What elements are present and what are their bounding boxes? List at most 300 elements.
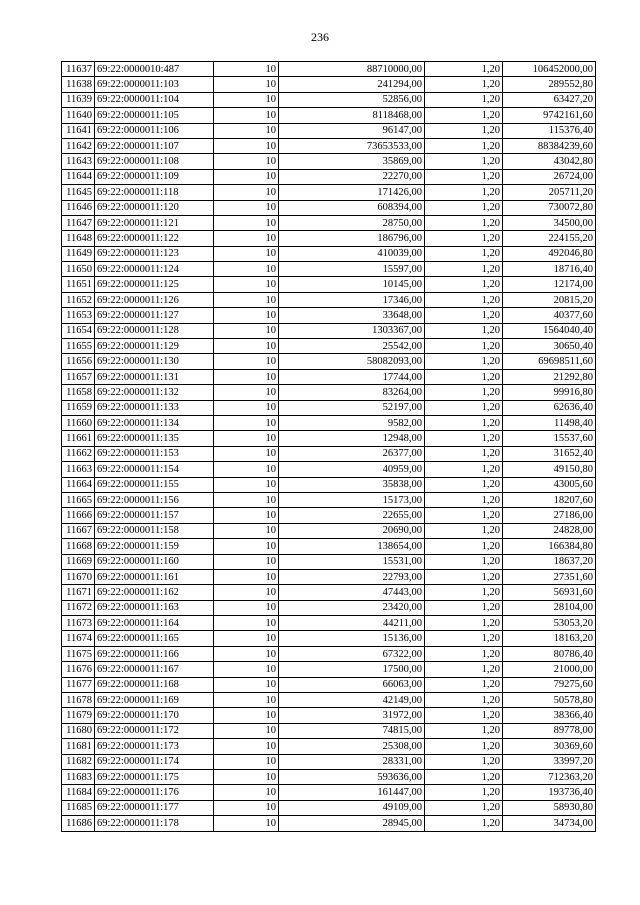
total-cell: 89778,00 xyxy=(503,723,596,738)
category-cell: 10 xyxy=(214,492,279,507)
row-number-cell: 11653 xyxy=(62,308,95,323)
table-row xyxy=(62,138,596,153)
coefficient-cell: 1,20 xyxy=(425,785,503,800)
table-row xyxy=(62,200,596,215)
total-cell: 40377,60 xyxy=(503,308,596,323)
row-number-cell: 11677 xyxy=(62,677,95,692)
total-cell: 63427,20 xyxy=(503,92,596,107)
coefficient-cell: 1,20 xyxy=(425,385,503,400)
row-number-cell: 11671 xyxy=(62,585,95,600)
cadastral-number-cell: 69:22:0000011:106 xyxy=(95,123,214,138)
row-number-cell: 11645 xyxy=(62,185,95,200)
total-cell: 18163,20 xyxy=(503,631,596,646)
total-cell: 1564040,40 xyxy=(503,323,596,338)
category-cell: 10 xyxy=(214,800,279,815)
category-cell: 10 xyxy=(214,215,279,230)
category-cell: 10 xyxy=(214,693,279,708)
category-cell: 10 xyxy=(214,662,279,677)
cadastral-number-cell: 69:22:0000011:157 xyxy=(95,508,214,523)
value-cell: 22793,00 xyxy=(279,569,425,584)
row-number-cell: 11668 xyxy=(62,539,95,554)
total-cell: 18207,60 xyxy=(503,492,596,507)
category-cell: 10 xyxy=(214,415,279,430)
total-cell: 18716,40 xyxy=(503,262,596,277)
value-cell: 25542,00 xyxy=(279,339,425,354)
cadastral-number-cell: 69:22:0000011:128 xyxy=(95,323,214,338)
row-number-cell: 11661 xyxy=(62,431,95,446)
total-cell: 193736,40 xyxy=(503,785,596,800)
cadastral-number-cell: 69:22:0000011:177 xyxy=(95,800,214,815)
total-cell: 26724,00 xyxy=(503,169,596,184)
row-number-cell: 11648 xyxy=(62,231,95,246)
row-number-cell: 11651 xyxy=(62,277,95,292)
value-cell: 35869,00 xyxy=(279,154,425,169)
category-cell: 10 xyxy=(214,585,279,600)
table-row xyxy=(62,323,596,338)
cadastral-number-cell: 69:22:0000011:156 xyxy=(95,492,214,507)
total-cell: 88384239,60 xyxy=(503,138,596,153)
row-number-cell: 11652 xyxy=(62,292,95,307)
cadastral-number-cell: 69:22:0000011:118 xyxy=(95,185,214,200)
category-cell: 10 xyxy=(214,477,279,492)
coefficient-cell: 1,20 xyxy=(425,231,503,246)
table-row xyxy=(62,62,596,77)
row-number-cell: 11662 xyxy=(62,446,95,461)
cadastral-number-cell: 69:22:0000011:154 xyxy=(95,462,214,477)
total-cell: 730072,80 xyxy=(503,200,596,215)
coefficient-cell: 1,20 xyxy=(425,769,503,784)
coefficient-cell: 1,20 xyxy=(425,739,503,754)
value-cell: 410039,00 xyxy=(279,246,425,261)
coefficient-cell: 1,20 xyxy=(425,539,503,554)
total-cell: 28104,00 xyxy=(503,600,596,615)
row-number-cell: 11657 xyxy=(62,369,95,384)
table-row xyxy=(62,431,596,446)
value-cell: 88710000,00 xyxy=(279,62,425,77)
coefficient-cell: 1,20 xyxy=(425,646,503,661)
value-cell: 20690,00 xyxy=(279,523,425,538)
table-row xyxy=(62,600,596,615)
table-row xyxy=(62,246,596,261)
value-cell: 12948,00 xyxy=(279,431,425,446)
cadastral-number-cell: 69:22:0000011:176 xyxy=(95,785,214,800)
row-number-cell: 11654 xyxy=(62,323,95,338)
value-cell: 1303367,00 xyxy=(279,323,425,338)
total-cell: 99916,80 xyxy=(503,385,596,400)
total-cell: 30650,40 xyxy=(503,339,596,354)
value-cell: 49109,00 xyxy=(279,800,425,815)
coefficient-cell: 1,20 xyxy=(425,62,503,77)
row-number-cell: 11684 xyxy=(62,785,95,800)
table-row xyxy=(62,231,596,246)
value-cell: 52856,00 xyxy=(279,92,425,107)
value-cell: 52197,00 xyxy=(279,400,425,415)
table-row xyxy=(62,693,596,708)
value-cell: 33648,00 xyxy=(279,308,425,323)
table-row xyxy=(62,662,596,677)
total-cell: 34500,00 xyxy=(503,215,596,230)
row-number-cell: 11670 xyxy=(62,569,95,584)
value-cell: 171426,00 xyxy=(279,185,425,200)
cadastral-number-cell: 69:22:0000011:162 xyxy=(95,585,214,600)
category-cell: 10 xyxy=(214,308,279,323)
coefficient-cell: 1,20 xyxy=(425,616,503,631)
value-cell: 241294,00 xyxy=(279,77,425,92)
total-cell: 69698511,60 xyxy=(503,354,596,369)
category-cell: 10 xyxy=(214,431,279,446)
total-cell: 115376,40 xyxy=(503,123,596,138)
table-row xyxy=(62,677,596,692)
category-cell: 10 xyxy=(214,369,279,384)
total-cell: 49150,80 xyxy=(503,462,596,477)
coefficient-cell: 1,20 xyxy=(425,800,503,815)
cadastral-number-cell: 69:22:0000011:161 xyxy=(95,569,214,584)
table-row xyxy=(62,446,596,461)
value-cell: 22270,00 xyxy=(279,169,425,184)
category-cell: 10 xyxy=(214,123,279,138)
table-row xyxy=(62,554,596,569)
coefficient-cell: 1,20 xyxy=(425,354,503,369)
row-number-cell: 11643 xyxy=(62,154,95,169)
cadastral-number-cell: 69:22:0000011:173 xyxy=(95,739,214,754)
total-cell: 30369,60 xyxy=(503,739,596,754)
cadastral-number-cell: 69:22:0000011:105 xyxy=(95,108,214,123)
value-cell: 58082093,00 xyxy=(279,354,425,369)
value-cell: 96147,00 xyxy=(279,123,425,138)
coefficient-cell: 1,20 xyxy=(425,585,503,600)
value-cell: 40959,00 xyxy=(279,462,425,477)
cadastral-number-cell: 69:22:0000011:108 xyxy=(95,154,214,169)
row-number-cell: 11680 xyxy=(62,723,95,738)
category-cell: 10 xyxy=(214,138,279,153)
value-cell: 73653533,00 xyxy=(279,138,425,153)
total-cell: 712363,20 xyxy=(503,769,596,784)
row-number-cell: 11637 xyxy=(62,62,95,77)
cadastral-number-cell: 69:22:0000011:121 xyxy=(95,215,214,230)
total-cell: 12174,00 xyxy=(503,277,596,292)
cadastral-number-cell: 69:22:0000011:131 xyxy=(95,369,214,384)
category-cell: 10 xyxy=(214,816,279,831)
category-cell: 10 xyxy=(214,62,279,77)
table-row xyxy=(62,154,596,169)
category-cell: 10 xyxy=(214,154,279,169)
value-cell: 161447,00 xyxy=(279,785,425,800)
cadastral-number-cell: 69:22:0000011:153 xyxy=(95,446,214,461)
table-row xyxy=(62,339,596,354)
category-cell: 10 xyxy=(214,539,279,554)
coefficient-cell: 1,20 xyxy=(425,677,503,692)
cadastral-number-cell: 69:22:0000011:158 xyxy=(95,523,214,538)
category-cell: 10 xyxy=(214,646,279,661)
total-cell: 21292,80 xyxy=(503,369,596,384)
row-number-cell: 11639 xyxy=(62,92,95,107)
total-cell: 80786,40 xyxy=(503,646,596,661)
total-cell: 43005,60 xyxy=(503,477,596,492)
total-cell: 33997,20 xyxy=(503,754,596,769)
value-cell: 25308,00 xyxy=(279,739,425,754)
cadastral-number-cell: 69:22:0000010:487 xyxy=(95,62,214,77)
row-number-cell: 11638 xyxy=(62,77,95,92)
coefficient-cell: 1,20 xyxy=(425,138,503,153)
total-cell: 11498,40 xyxy=(503,415,596,430)
total-cell: 34734,00 xyxy=(503,816,596,831)
value-cell: 74815,00 xyxy=(279,723,425,738)
table-row xyxy=(62,800,596,815)
value-cell: 66063,00 xyxy=(279,677,425,692)
cadastral-number-cell: 69:22:0000011:134 xyxy=(95,415,214,430)
category-cell: 10 xyxy=(214,231,279,246)
coefficient-cell: 1,20 xyxy=(425,277,503,292)
cadastral-number-cell: 69:22:0000011:167 xyxy=(95,662,214,677)
table-row xyxy=(62,185,596,200)
page-number: 236 xyxy=(311,30,329,44)
cadastral-number-cell: 69:22:0000011:163 xyxy=(95,600,214,615)
total-cell: 166384,80 xyxy=(503,539,596,554)
value-cell: 28750,00 xyxy=(279,215,425,230)
table-row xyxy=(62,277,596,292)
row-number-cell: 11686 xyxy=(62,816,95,831)
coefficient-cell: 1,20 xyxy=(425,400,503,415)
category-cell: 10 xyxy=(214,246,279,261)
value-cell: 23420,00 xyxy=(279,600,425,615)
coefficient-cell: 1,20 xyxy=(425,462,503,477)
row-number-cell: 11640 xyxy=(62,108,95,123)
category-cell: 10 xyxy=(214,385,279,400)
table-row xyxy=(62,739,596,754)
total-cell: 31652,40 xyxy=(503,446,596,461)
row-number-cell: 11664 xyxy=(62,477,95,492)
row-number-cell: 11642 xyxy=(62,138,95,153)
category-cell: 10 xyxy=(214,785,279,800)
category-cell: 10 xyxy=(214,400,279,415)
row-number-cell: 11678 xyxy=(62,693,95,708)
table-row xyxy=(62,723,596,738)
category-cell: 10 xyxy=(214,169,279,184)
category-cell: 10 xyxy=(214,631,279,646)
table-row xyxy=(62,816,596,831)
total-cell: 56931,60 xyxy=(503,585,596,600)
cadastral-number-cell: 69:22:0000011:165 xyxy=(95,631,214,646)
coefficient-cell: 1,20 xyxy=(425,662,503,677)
total-cell: 20815,20 xyxy=(503,292,596,307)
category-cell: 10 xyxy=(214,569,279,584)
table-row xyxy=(62,785,596,800)
cadastral-number-cell: 69:22:0000011:125 xyxy=(95,277,214,292)
cadastral-number-cell: 69:22:0000011:104 xyxy=(95,92,214,107)
category-cell: 10 xyxy=(214,600,279,615)
value-cell: 15531,00 xyxy=(279,554,425,569)
coefficient-cell: 1,20 xyxy=(425,708,503,723)
total-cell: 9742161,60 xyxy=(503,108,596,123)
table-row xyxy=(62,77,596,92)
row-number-cell: 11656 xyxy=(62,354,95,369)
total-cell: 18637,20 xyxy=(503,554,596,569)
row-number-cell: 11659 xyxy=(62,400,95,415)
cadastral-number-cell: 69:22:0000011:132 xyxy=(95,385,214,400)
total-cell: 62636,40 xyxy=(503,400,596,415)
table-row xyxy=(62,369,596,384)
cadastral-number-cell: 69:22:0000011:126 xyxy=(95,292,214,307)
coefficient-cell: 1,20 xyxy=(425,754,503,769)
value-cell: 28331,00 xyxy=(279,754,425,769)
value-cell: 10145,00 xyxy=(279,277,425,292)
cadastral-number-cell: 69:22:0000011:120 xyxy=(95,200,214,215)
cadastral-number-cell: 69:22:0000011:107 xyxy=(95,138,214,153)
value-cell: 593636,00 xyxy=(279,769,425,784)
row-number-cell: 11649 xyxy=(62,246,95,261)
total-cell: 50578,80 xyxy=(503,693,596,708)
coefficient-cell: 1,20 xyxy=(425,77,503,92)
cadastral-number-cell: 69:22:0000011:172 xyxy=(95,723,214,738)
coefficient-cell: 1,20 xyxy=(425,492,503,507)
category-cell: 10 xyxy=(214,446,279,461)
cadastral-number-cell: 69:22:0000011:127 xyxy=(95,308,214,323)
category-cell: 10 xyxy=(214,462,279,477)
coefficient-cell: 1,20 xyxy=(425,108,503,123)
coefficient-cell: 1,20 xyxy=(425,631,503,646)
coefficient-cell: 1,20 xyxy=(425,415,503,430)
row-number-cell: 11672 xyxy=(62,600,95,615)
row-number-cell: 11650 xyxy=(62,262,95,277)
total-cell: 15537,60 xyxy=(503,431,596,446)
cadastral-number-cell: 69:22:0000011:123 xyxy=(95,246,214,261)
value-cell: 15597,00 xyxy=(279,262,425,277)
cadastral-number-cell: 69:22:0000011:168 xyxy=(95,677,214,692)
total-cell: 492046,80 xyxy=(503,246,596,261)
value-cell: 47443,00 xyxy=(279,585,425,600)
value-cell: 42149,00 xyxy=(279,693,425,708)
total-cell: 205711,20 xyxy=(503,185,596,200)
table-row xyxy=(62,631,596,646)
coefficient-cell: 1,20 xyxy=(425,600,503,615)
table-row xyxy=(62,92,596,107)
row-number-cell: 11679 xyxy=(62,708,95,723)
row-number-cell: 11683 xyxy=(62,769,95,784)
value-cell: 31972,00 xyxy=(279,708,425,723)
coefficient-cell: 1,20 xyxy=(425,169,503,184)
row-number-cell: 11655 xyxy=(62,339,95,354)
coefficient-cell: 1,20 xyxy=(425,292,503,307)
total-cell: 24828,00 xyxy=(503,523,596,538)
value-cell: 35838,00 xyxy=(279,477,425,492)
table-row xyxy=(62,292,596,307)
coefficient-cell: 1,20 xyxy=(425,816,503,831)
cadastral-number-cell: 69:22:0000011:169 xyxy=(95,693,214,708)
category-cell: 10 xyxy=(214,339,279,354)
category-cell: 10 xyxy=(214,262,279,277)
table-row xyxy=(62,215,596,230)
table-row xyxy=(62,769,596,784)
coefficient-cell: 1,20 xyxy=(425,200,503,215)
category-cell: 10 xyxy=(214,323,279,338)
table-row xyxy=(62,308,596,323)
row-number-cell: 11667 xyxy=(62,523,95,538)
coefficient-cell: 1,20 xyxy=(425,523,503,538)
table-row xyxy=(62,492,596,507)
value-cell: 15136,00 xyxy=(279,631,425,646)
row-number-cell: 11681 xyxy=(62,739,95,754)
row-number-cell: 11646 xyxy=(62,200,95,215)
total-cell: 27186,00 xyxy=(503,508,596,523)
value-cell: 186796,00 xyxy=(279,231,425,246)
table-row xyxy=(62,400,596,415)
coefficient-cell: 1,20 xyxy=(425,723,503,738)
table-row xyxy=(62,523,596,538)
cadastral-number-cell: 69:22:0000011:109 xyxy=(95,169,214,184)
value-cell: 44211,00 xyxy=(279,616,425,631)
value-cell: 26377,00 xyxy=(279,446,425,461)
row-number-cell: 11675 xyxy=(62,646,95,661)
category-cell: 10 xyxy=(214,354,279,369)
cadastral-number-cell: 69:22:0000011:164 xyxy=(95,616,214,631)
table-row xyxy=(62,616,596,631)
table-row xyxy=(62,385,596,400)
coefficient-cell: 1,20 xyxy=(425,262,503,277)
category-cell: 10 xyxy=(214,739,279,754)
category-cell: 10 xyxy=(214,108,279,123)
cadastral-number-cell: 69:22:0000011:155 xyxy=(95,477,214,492)
category-cell: 10 xyxy=(214,554,279,569)
value-cell: 28945,00 xyxy=(279,816,425,831)
category-cell: 10 xyxy=(214,77,279,92)
value-cell: 17500,00 xyxy=(279,662,425,677)
table-row xyxy=(62,108,596,123)
cadastral-number-cell: 69:22:0000011:103 xyxy=(95,77,214,92)
total-cell: 224155,20 xyxy=(503,231,596,246)
table-row xyxy=(62,415,596,430)
category-cell: 10 xyxy=(214,677,279,692)
category-cell: 10 xyxy=(214,508,279,523)
row-number-cell: 11674 xyxy=(62,631,95,646)
cadastral-number-cell: 69:22:0000011:175 xyxy=(95,769,214,784)
coefficient-cell: 1,20 xyxy=(425,92,503,107)
table-row xyxy=(62,585,596,600)
cadastral-number-cell: 69:22:0000011:170 xyxy=(95,708,214,723)
value-cell: 83264,00 xyxy=(279,385,425,400)
category-cell: 10 xyxy=(214,708,279,723)
cadastral-number-cell: 69:22:0000011:178 xyxy=(95,816,214,831)
value-cell: 138654,00 xyxy=(279,539,425,554)
value-cell: 22655,00 xyxy=(279,508,425,523)
cadastral-value-table xyxy=(61,61,596,832)
value-cell: 17744,00 xyxy=(279,369,425,384)
cadastral-number-cell: 69:22:0000011:122 xyxy=(95,231,214,246)
row-number-cell: 11666 xyxy=(62,508,95,523)
row-number-cell: 11663 xyxy=(62,462,95,477)
cadastral-number-cell: 69:22:0000011:174 xyxy=(95,754,214,769)
cadastral-number-cell: 69:22:0000011:130 xyxy=(95,354,214,369)
coefficient-cell: 1,20 xyxy=(425,508,503,523)
category-cell: 10 xyxy=(214,92,279,107)
coefficient-cell: 1,20 xyxy=(425,477,503,492)
category-cell: 10 xyxy=(214,723,279,738)
cadastral-number-cell: 69:22:0000011:129 xyxy=(95,339,214,354)
table-row xyxy=(62,646,596,661)
coefficient-cell: 1,20 xyxy=(425,693,503,708)
coefficient-cell: 1,20 xyxy=(425,339,503,354)
coefficient-cell: 1,20 xyxy=(425,246,503,261)
coefficient-cell: 1,20 xyxy=(425,215,503,230)
table-row xyxy=(62,569,596,584)
category-cell: 10 xyxy=(214,277,279,292)
total-cell: 58930,80 xyxy=(503,800,596,815)
row-number-cell: 11647 xyxy=(62,215,95,230)
table-row xyxy=(62,123,596,138)
row-number-cell: 11658 xyxy=(62,385,95,400)
value-cell: 15173,00 xyxy=(279,492,425,507)
cadastral-number-cell: 69:22:0000011:133 xyxy=(95,400,214,415)
category-cell: 10 xyxy=(214,754,279,769)
